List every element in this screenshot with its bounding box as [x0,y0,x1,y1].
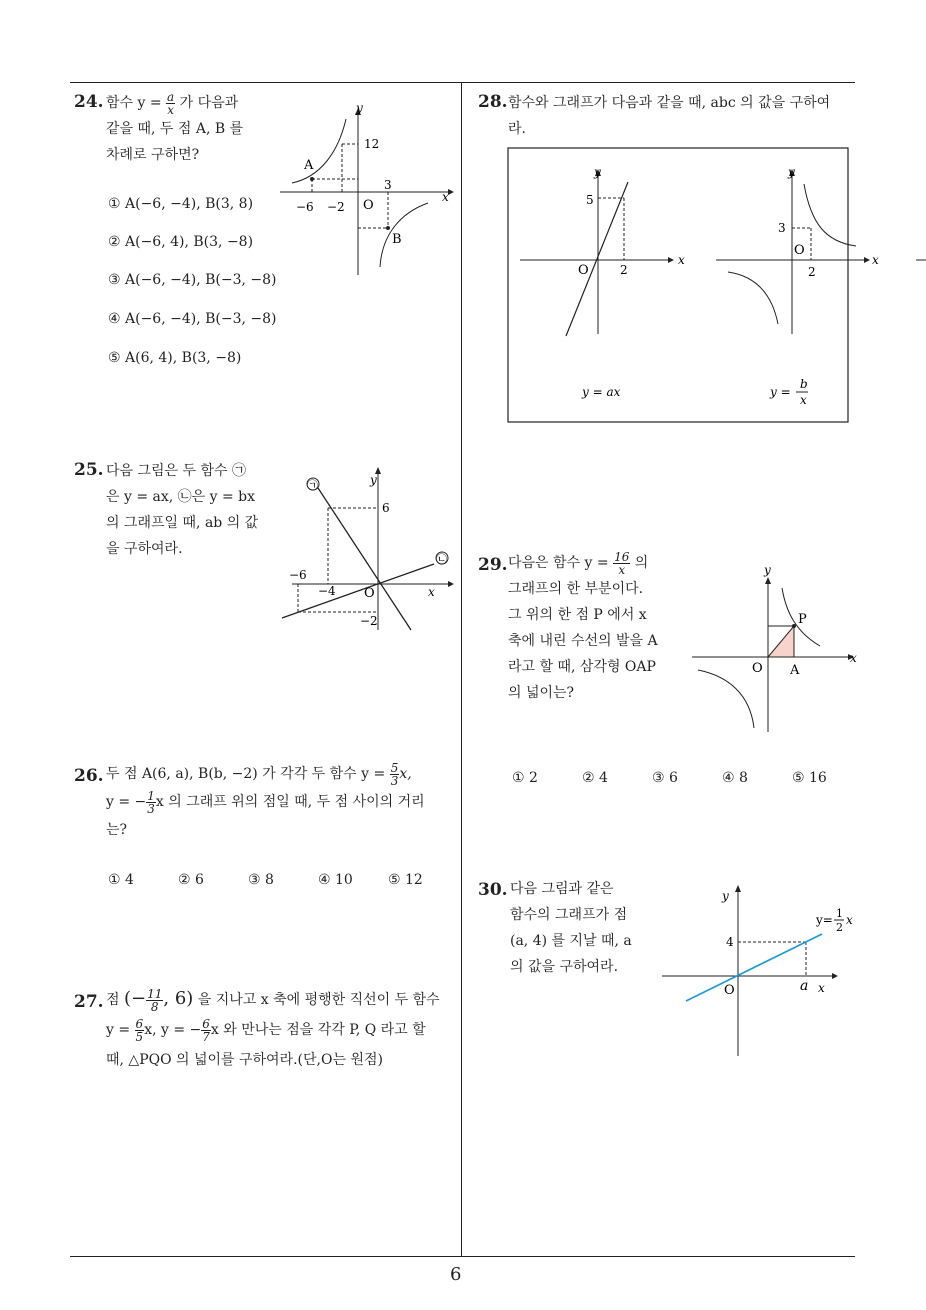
text-segment: 점 [106,992,124,1008]
fraction [390,762,400,787]
y-label: y [764,563,771,577]
text-line: 라. [508,121,526,137]
choice-5[interactable]: ⑤ 12 [388,872,423,888]
equation-numerator: 1 [836,907,843,920]
tick-label: 6 [382,501,390,515]
tick-label: 2 [808,265,816,279]
tick-label: −4 [318,584,336,598]
denominator: 5 [135,1029,144,1044]
equation-denominator: 2 [836,921,843,934]
numerator: a [167,89,175,104]
question-text [510,876,660,980]
text-segment: x 와 만나는 점을 각각 P, Q 라고 할 [210,1022,426,1038]
x-label: x [678,253,685,267]
line-a [318,488,411,630]
text-line: 의 값을 구하여라. [510,959,619,975]
y-label: y [788,165,795,179]
text-line: 은 y = ax, ㉡은 y = bx [106,489,256,505]
text-segment: 을 지나고 x 축에 평행한 직선이 두 함수 [193,992,440,1008]
choice-4[interactable]: ④ 10 [318,872,353,888]
x-label: x [872,253,879,267]
point-p [792,624,796,628]
bottom-rule [70,1256,855,1257]
numerator: 6 [202,1016,210,1031]
tick-label: 5 [586,193,594,207]
point-a [310,177,314,181]
text-line: 때, △PQO 의 넓이를 구하여라.(단,O는 원점) [106,1052,383,1068]
fraction [613,551,630,576]
question-text [106,984,458,1075]
text-line: 다음 그림과 같은 [510,881,614,897]
question-number: 25. [74,460,104,480]
question-text [508,550,683,706]
line-label: ㉡ [436,553,447,566]
equation-label: y= [816,913,833,927]
text-line: 축에 내린 수선의 발을 A [508,633,658,649]
text-segment: 다음은 함수 y = [508,555,614,571]
question-number: 30. [478,880,508,900]
numerator: 11 [147,986,163,1001]
curve-lower [728,272,778,324]
numerator: 5 [390,760,399,775]
tick-label: −6 [289,568,307,582]
denominator: 3 [147,801,155,816]
choice-2[interactable]: ② 6 [178,872,204,888]
text-segment: 의 [630,555,649,571]
text-segment: (− [123,988,147,1009]
text-line: 의 그래프일 때, ab 의 값 [106,515,259,531]
question-number: 29. [478,555,508,575]
graph-24 [280,95,460,280]
column-divider [461,82,462,1256]
point-b [386,226,390,230]
choice-3[interactable]: ③ 6 [652,770,678,786]
text-line: (a, 4) 를 지날 때, a [510,933,632,949]
origin-label: O [752,661,763,676]
point-label: P [798,612,807,627]
origin-label: O [578,263,589,278]
question-text [106,90,276,168]
numerator: 16 [614,549,630,564]
choice-4[interactable]: ④ 8 [722,770,748,786]
curve-lower [380,203,428,267]
point-label: A [304,158,314,173]
text-segment: , 6) [163,988,194,1009]
equation-label: x [846,913,853,927]
tick-label: 3 [778,221,786,235]
text-segment: x, y = − [144,1022,202,1038]
question-number: 24. [74,92,104,112]
choice-1[interactable]: ① 4 [108,872,134,888]
text-line: 함수와 그래프가 다음과 같을 때, abc 의 값을 구하여 [508,95,831,111]
choice-5[interactable]: ⑤ 16 [792,770,827,786]
tick-label: a [800,978,809,994]
caption-left: y = ax [582,385,621,399]
choice-2[interactable]: ② 4 [582,770,608,786]
text-line: 그 위의 한 점 P 에서 x [508,607,647,623]
caption-right: y = [770,385,791,399]
y-label: y [594,165,601,179]
line-ax [566,182,628,336]
point-label: B [392,232,402,247]
caption-denominator: x [800,393,807,407]
denominator: x [618,562,626,577]
y-label: y [356,101,363,115]
denominator: x [167,102,175,117]
text-line: 차례로 구하면? [106,147,200,163]
choice-4[interactable]: ④ A(−6, −4), B(−3, −8) [108,311,277,327]
choice-3[interactable]: ③ A(−6, −4), B(−3, −8) [108,272,277,288]
text-segment: x 의 그래프 위의 점일 때, 두 점 사이의 거리 [155,794,425,810]
question-number: 26. [74,766,104,786]
question-text [106,458,281,562]
fraction [201,1018,211,1043]
text-segment: y = [106,1022,135,1038]
figure-frame [508,148,848,422]
tick-label: −2 [360,614,378,628]
tick-label: 12 [364,137,380,151]
graph-25 [278,460,458,635]
denominator: 7 [202,1029,210,1044]
text-segment: y = − [106,794,147,810]
text-segment: x, [399,766,412,782]
question-text [106,760,458,844]
x-label: x [850,651,857,665]
choice-1[interactable]: ① 2 [512,770,538,786]
tick-label: 2 [620,263,628,277]
tick-label: 4 [726,935,734,949]
origin-label: O [724,983,735,998]
text-line: 같을 때, 두 점 A, B 를 [106,121,244,137]
text-segment: 가 다음과 [175,95,239,111]
choice-1[interactable]: ① A(−6, −4), B(3, 8) [108,196,254,212]
text-segment: 두 점 A(6, a), B(b, −2) 가 각각 두 함수 y = [106,766,390,782]
choice-3[interactable]: ③ 8 [248,872,274,888]
denominator: 8 [150,999,159,1014]
x-label: x [442,190,449,204]
text-line: 함수의 그래프가 점 [510,907,628,923]
fraction [146,988,163,1013]
top-rule [70,82,855,83]
x-label: x [818,981,825,995]
text-line: 는? [106,822,128,838]
curve-upper [292,119,346,183]
page-number: 6 [450,1264,462,1285]
fraction [146,790,156,815]
choice-2[interactable]: ② A(−6, 4), B(3, −8) [108,234,254,250]
question-number: 28. [478,92,508,112]
text-line: 을 구하여라. [106,541,183,557]
y-label: y [722,889,729,903]
tick-label: −2 [327,200,345,214]
numerator: 1 [147,788,155,803]
text-line: 그래프의 한 부분이다. [508,581,644,597]
fraction [166,91,175,116]
origin-label: O [364,586,375,601]
tick-label: 3 [384,178,392,192]
graph-29 [688,560,868,740]
text-line: 다음 그림은 두 함수 ㉠ [106,463,246,479]
choice-5[interactable]: ⑤ A(6, 4), B(3, −8) [108,350,242,366]
caption-numerator: b [800,377,808,391]
question-number: 27. [74,992,104,1012]
text-line: 의 넓이는? [508,685,575,701]
graph-30 [660,880,860,1060]
graph-28 [506,146,926,426]
origin-label: O [363,198,374,213]
text-line: 라고 할 때, 삼각형 OAP [508,659,656,675]
x-label: x [428,585,435,599]
tick-label: −6 [296,200,314,214]
text-segment: 함수 y = [106,95,167,111]
fraction [135,1018,145,1043]
origin-label: O [794,243,805,258]
y-label: y [370,473,377,487]
point-label: A [790,663,800,678]
curve-lower [698,670,754,728]
line-label: ㉠ [307,479,318,492]
question-text [508,90,868,142]
numerator: 6 [135,1016,144,1031]
denominator: 3 [390,773,399,788]
